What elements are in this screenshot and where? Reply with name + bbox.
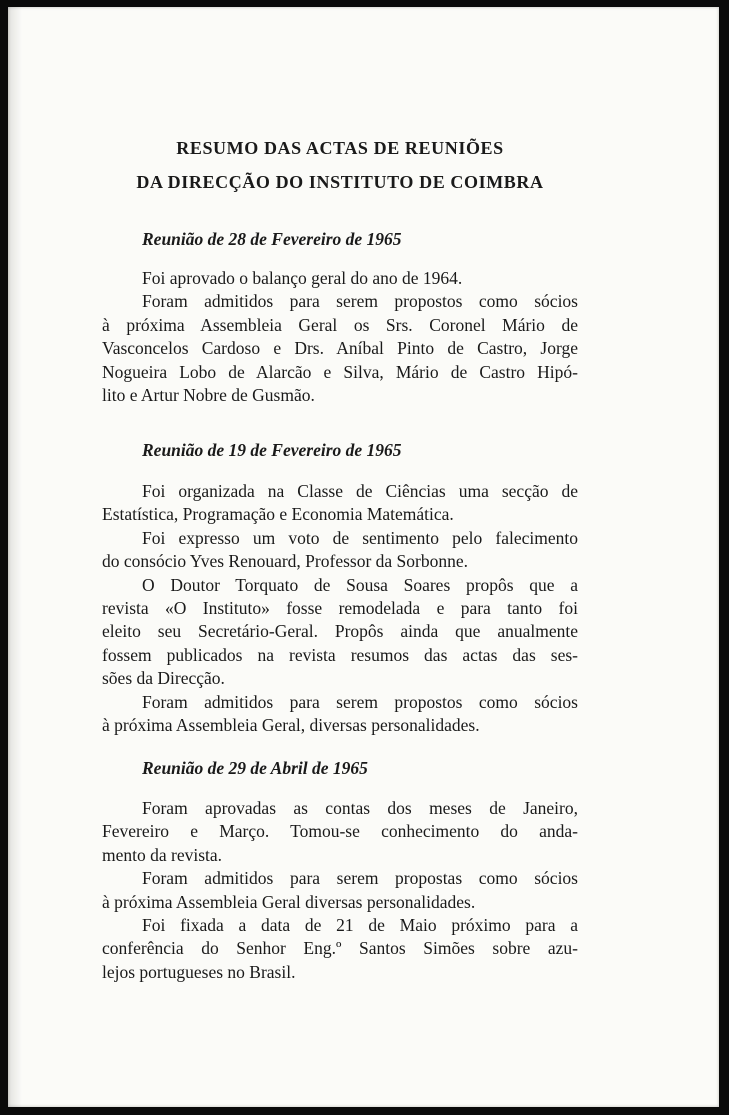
text-line: lejos portugueses no Brasil. bbox=[102, 961, 296, 982]
text-line: conferência do Senhor Eng.º Santos Simões sobre azu- bbox=[102, 938, 578, 959]
text-line: mento da revista. bbox=[102, 844, 223, 865]
text-line: O Doutor Torquato de Sousa Soares propôs que a bbox=[142, 574, 578, 595]
text-line: Foi expresso um voto de sentimento pelo falecimento bbox=[142, 527, 578, 548]
meeting-body bbox=[102, 267, 578, 407]
meeting-section bbox=[102, 438, 578, 737]
text-line: Nogueira Lobo de Alarcão e Silva, Mário de Castro Hipó- bbox=[102, 361, 578, 382]
paragraph bbox=[102, 797, 578, 867]
document-content bbox=[102, 131, 578, 982]
text-line: Fevereiro e Março. Tomou-se conhecimento do anda- bbox=[102, 821, 578, 842]
text-line: Foram admitidos para serem propostos como sócios bbox=[142, 691, 578, 712]
text-line: à próxima Assembleia Geral, diversas personalidades. bbox=[102, 715, 480, 736]
text-line: à próxima Assembleia Geral os Srs. Coronel Mário de bbox=[102, 314, 578, 335]
text-line: Foi fixada a data de 21 de Maio próximo para a bbox=[142, 915, 578, 936]
paragraph bbox=[102, 914, 578, 984]
text-line: sões da Direcção. bbox=[102, 668, 225, 689]
text-line: revista «O Instituto» fosse remodelada e para tanto foi bbox=[102, 598, 578, 619]
paragraph bbox=[102, 867, 578, 914]
paragraph bbox=[102, 527, 578, 574]
document-title bbox=[102, 131, 578, 199]
text-line: Foi aprovado o balanço geral do ano de 1964. bbox=[142, 268, 463, 288]
paragraph bbox=[102, 290, 578, 407]
text-line: à próxima Assembleia Geral diversas personalidades. bbox=[102, 891, 476, 912]
text-line: Foi organizada na Classe de Ciências uma secção de bbox=[142, 481, 578, 501]
document-page bbox=[8, 7, 719, 1107]
text-line: lito e Artur Nobre de Gusmão. bbox=[102, 385, 315, 406]
paragraph bbox=[102, 480, 578, 527]
text-line: do consócio Yves Renouard, Professor da Sorbonne. bbox=[102, 551, 469, 572]
meeting-heading: Reunião de 19 de Fevereiro de 1965 bbox=[142, 440, 402, 460]
paragraph bbox=[102, 574, 578, 691]
paragraph bbox=[102, 267, 578, 290]
meeting-body bbox=[102, 797, 578, 984]
title-line: RESUMO DAS ACTAS DE REUNIÕES bbox=[176, 138, 504, 158]
meeting-heading: Reunião de 28 de Fevereiro de 1965 bbox=[142, 229, 402, 249]
text-line: Foram admitidos para serem propostos como sócios bbox=[142, 291, 578, 312]
meeting-section bbox=[102, 227, 578, 407]
meeting-body bbox=[102, 480, 578, 737]
text-line: Foram admitidos para serem propostas como sócios bbox=[142, 868, 578, 889]
meeting-section bbox=[102, 756, 578, 984]
paragraph bbox=[102, 691, 578, 738]
title-line: DA DIRECÇÃO DO INSTITUTO DE COIMBRA bbox=[136, 172, 544, 192]
text-line: Vasconcelos Cardoso e Drs. Aníbal Pinto de Castro, Jorge bbox=[102, 338, 578, 359]
meeting-heading: Reunião de 29 de Abril de 1965 bbox=[142, 758, 368, 778]
text-line: Foram aprovadas as contas dos meses de Janeiro, bbox=[142, 798, 578, 818]
text-line: Estatística, Programação e Economia Matemática. bbox=[102, 504, 454, 525]
text-line: eleito seu Secretário-Geral. Propôs ainda que anualmente bbox=[102, 621, 578, 642]
text-line: fossem publicados na revista resumos das actas das ses- bbox=[102, 644, 578, 665]
